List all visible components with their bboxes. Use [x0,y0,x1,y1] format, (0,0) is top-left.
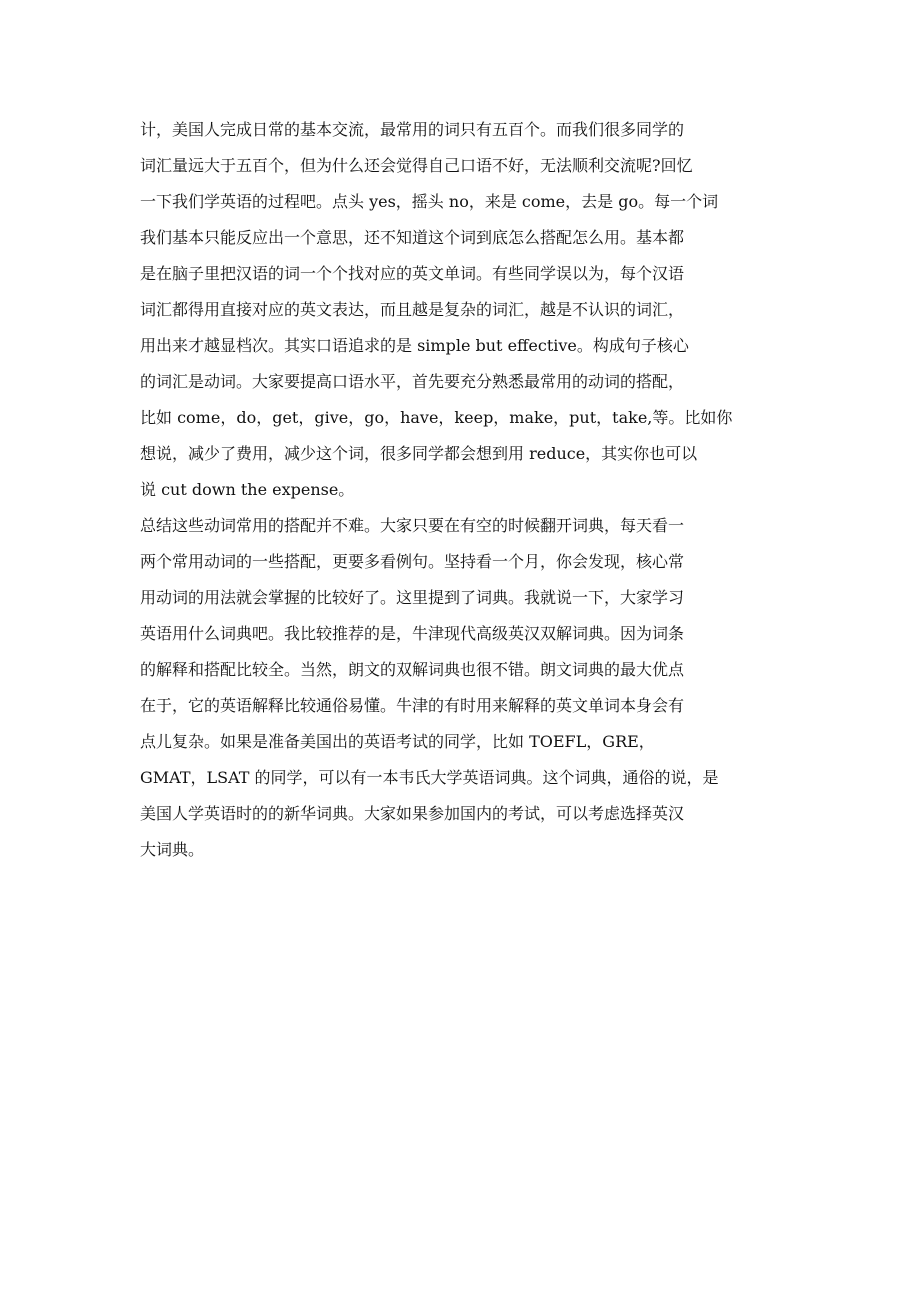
text-line-10: 想说，减少了费用，减少这个词，很多同学都会想到用 reduce，其实你也可以 [140,444,698,463]
text-line-1: 计，美国人完成日常的基本交流，最常用的词只有五百个。而我们很多同学的 [140,120,685,139]
body-text [140,116,800,872]
text-line-20: 美国人学英语时的的新华词典。大家如果参加国内的考试，可以考虑选择英汉 [140,804,685,823]
text-line-4: 我们基本只能反应出一个意思，还不知道这个词到底怎么搭配怎么用。基本都 [140,228,685,247]
text-line-15: 英语用什么词典吧。我比较推荐的是，牛津现代高级英汉双解词典。因为词条 [140,624,685,643]
text-line-12: 总结这些动词常用的搭配并不难。大家只要在有空的时候翻开词典，每天看一 [140,516,685,535]
text-line-2: 词汇量远大于五百个，但为什么还会觉得自己口语不好，无法顺利交流呢?回忆 [140,156,693,175]
text-line-16: 的解释和搭配比较全。当然，朗文的双解词典也很不错。朗文词典的最大优点 [140,660,685,679]
text-line-9: 比如 come，do，get，give，go，have，keep，make，put，take,等。比如你 [140,408,733,427]
text-line-8: 的词汇是动词。大家要提高口语水平，首先要充分熟悉最常用的动词的搭配， [140,372,685,391]
text-line-13: 两个常用动词的一些搭配，更要多看例句。坚持看一个月，你会发现，核心常 [140,552,685,571]
text-line-3: 一下我们学英语的过程吧。点头 yes，摇头 no，来是 come，去是 go。每一个词 [140,192,719,211]
text-line-21: 大词典。 [140,840,205,859]
text-line-5: 是在脑子里把汉语的词一个个找对应的英文单词。有些同学误以为，每个汉语 [140,264,685,283]
text-line-14: 用动词的用法就会掌握的比较好了。这里提到了词典。我就说一下，大家学习 [140,588,685,607]
text-line-11: 说 cut down the expense。 [140,480,355,499]
text-line-6: 词汇都得用直接对应的英文表达，而且越是复杂的词汇，越是不认识的词汇， [140,300,685,319]
text-line-19: GMAT，LSAT 的同学，可以有一本韦氏大学英语词典。这个词典，通俗的说，是 [140,768,719,787]
text-line-18: 点儿复杂。如果是准备美国出的英语考试的同学，比如 TOEFL，GRE， [140,732,655,751]
text-line-7: 用出来才越显档次。其实口语追求的是 simple but effective。构成句子核心 [140,336,689,355]
text-line-17: 在于，它的英语解释比较通俗易懂。牛津的有时用来解释的英文单词本身会有 [140,696,685,715]
